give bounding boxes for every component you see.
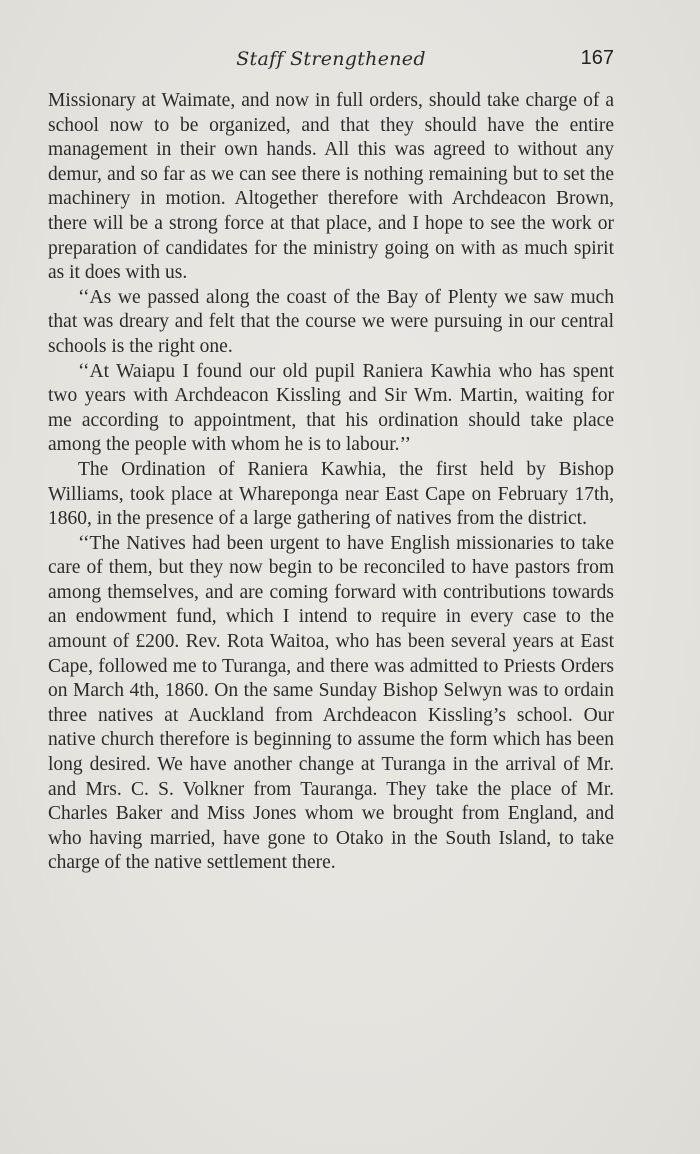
body-text — [48, 89, 614, 876]
running-head — [48, 48, 614, 74]
paragraph: ‘‘At Waiapu I found our old pupil Raniera Kawhia who has spent two years with Archdeacon Kissling and Sir Wm. Martin, waiting for me according to appointment, that his ordination should take place among the people with whom he is to labour.’’ — [48, 360, 614, 456]
running-title: Staff Strengthened — [236, 48, 426, 70]
paragraph: ‘‘The Natives had been urgent to have English missionaries to take care of them, but they now begin to be reconciled to have pastors from among themselves, and are coming forward with contributions towards an endowment fund, which I intend to require in every case to the amount of £200. Rev. Rota Waitoa, who has been several years at East Cape, followed me to Turanga, and there was admitted to Priests Orders on March 4th, 1860. On the same Sunday Bishop Selwyn was to ordain three natives at Auckland from Archdeacon Kissling’s school. Our native church therefore is beginning to assume the form which has been long desired. We have another change at Turanga in the arrival of Mr. and Mrs. C. S. Volkner from Tauranga. They take the place of Mr. Charles Baker and Miss Jones whom we brought from England, and who having married, have gone to Otako in the South Island, to take charge of the native settlement there. — [48, 532, 614, 874]
paragraph: ‘‘As we passed along the coast of the Bay of Plenty we saw much that was dreary and felt that the course we were pursuing in our central schools is the right one. — [48, 286, 614, 357]
paragraph: Missionary at Waimate, and now in full orders, should take charge of a school now to be organized, and that they should have the entire management in their own hands. All this was agreed to without any demur, and so far as we can see there is nothing remaining but to set the machinery in motion. Altogether therefore with Archdeacon Brown, there will be a strong force at that place, and I hope to see the work or preparation of candidates for the ministry going on with as much spirit as it does with us. — [48, 90, 614, 284]
page-number: 167 — [580, 47, 614, 69]
paragraph: The Ordination of Raniera Kawhia, the first held by Bishop Williams, took place at Whareponga near East Cape on February 17th, 1860, in the presence of a large gathering of natives from the district. — [48, 458, 614, 530]
